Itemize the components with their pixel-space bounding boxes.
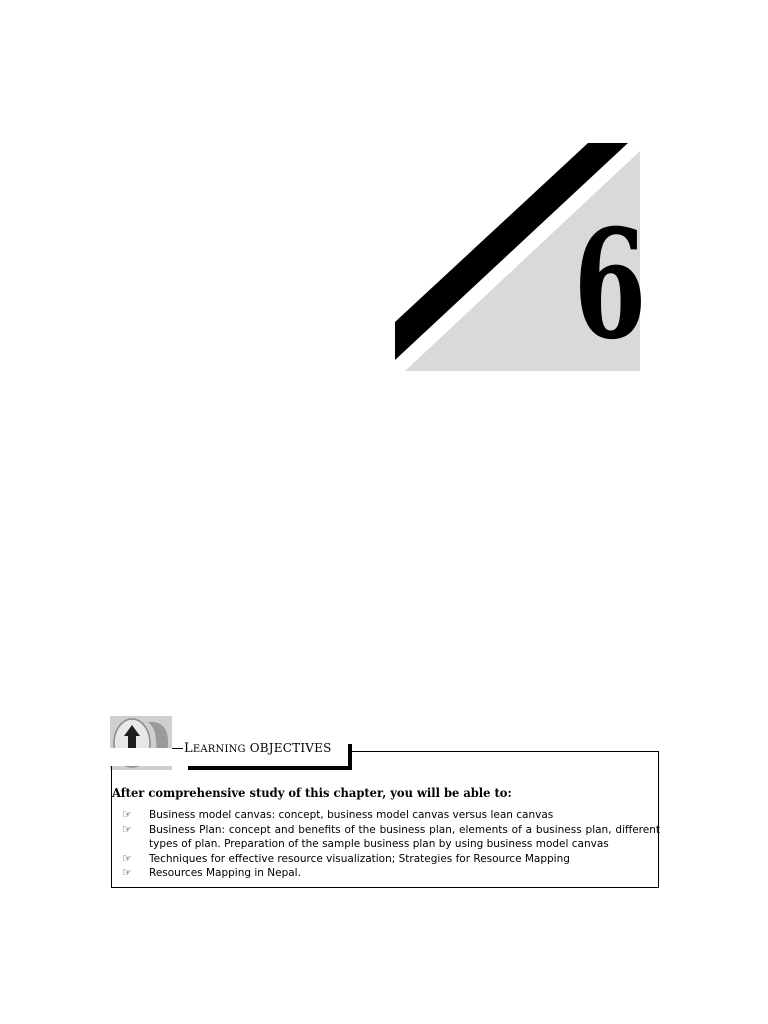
- list-item: [122, 823, 660, 852]
- list-item-text: Techniques for effective resource visualization; Strategies for Resource Mapping: [149, 852, 570, 865]
- list-item-text: Resources Mapping in Nepal.: [149, 867, 301, 879]
- heading-dash: [172, 748, 183, 749]
- pointing-hand-icon: ☞: [122, 866, 132, 879]
- pointing-hand-icon: ☞: [122, 808, 132, 821]
- pointing-hand-icon: ☞: [122, 822, 132, 836]
- heading-first-letter: L: [184, 741, 193, 756]
- chapter-number: 6: [573, 197, 647, 373]
- header-tab-underline: [188, 766, 352, 770]
- pointing-hand-icon: ☞: [122, 851, 132, 865]
- heading-rest: EARNING: [192, 744, 246, 755]
- objectives-intro: After comprehensive study of this chapter, you will be able to:: [112, 785, 512, 800]
- header-tab-edge: [348, 744, 352, 768]
- list-item-text: Business model canvas: concept, business model canvas versus lean canvas: [149, 809, 554, 821]
- objectives-list: [122, 808, 660, 881]
- heading-second-word: OBJECTIVES: [249, 741, 332, 755]
- list-item: [122, 852, 660, 867]
- list-item-text: Business Plan: concept and benefits of the business plan, elements of a business plan, different types of plan. Preparation of the sample business plan by using business model canvas: [149, 823, 660, 850]
- list-item: [122, 866, 660, 881]
- chapter-emblem: [0, 0, 768, 400]
- list-item: [122, 808, 660, 823]
- objectives-heading: [172, 741, 332, 756]
